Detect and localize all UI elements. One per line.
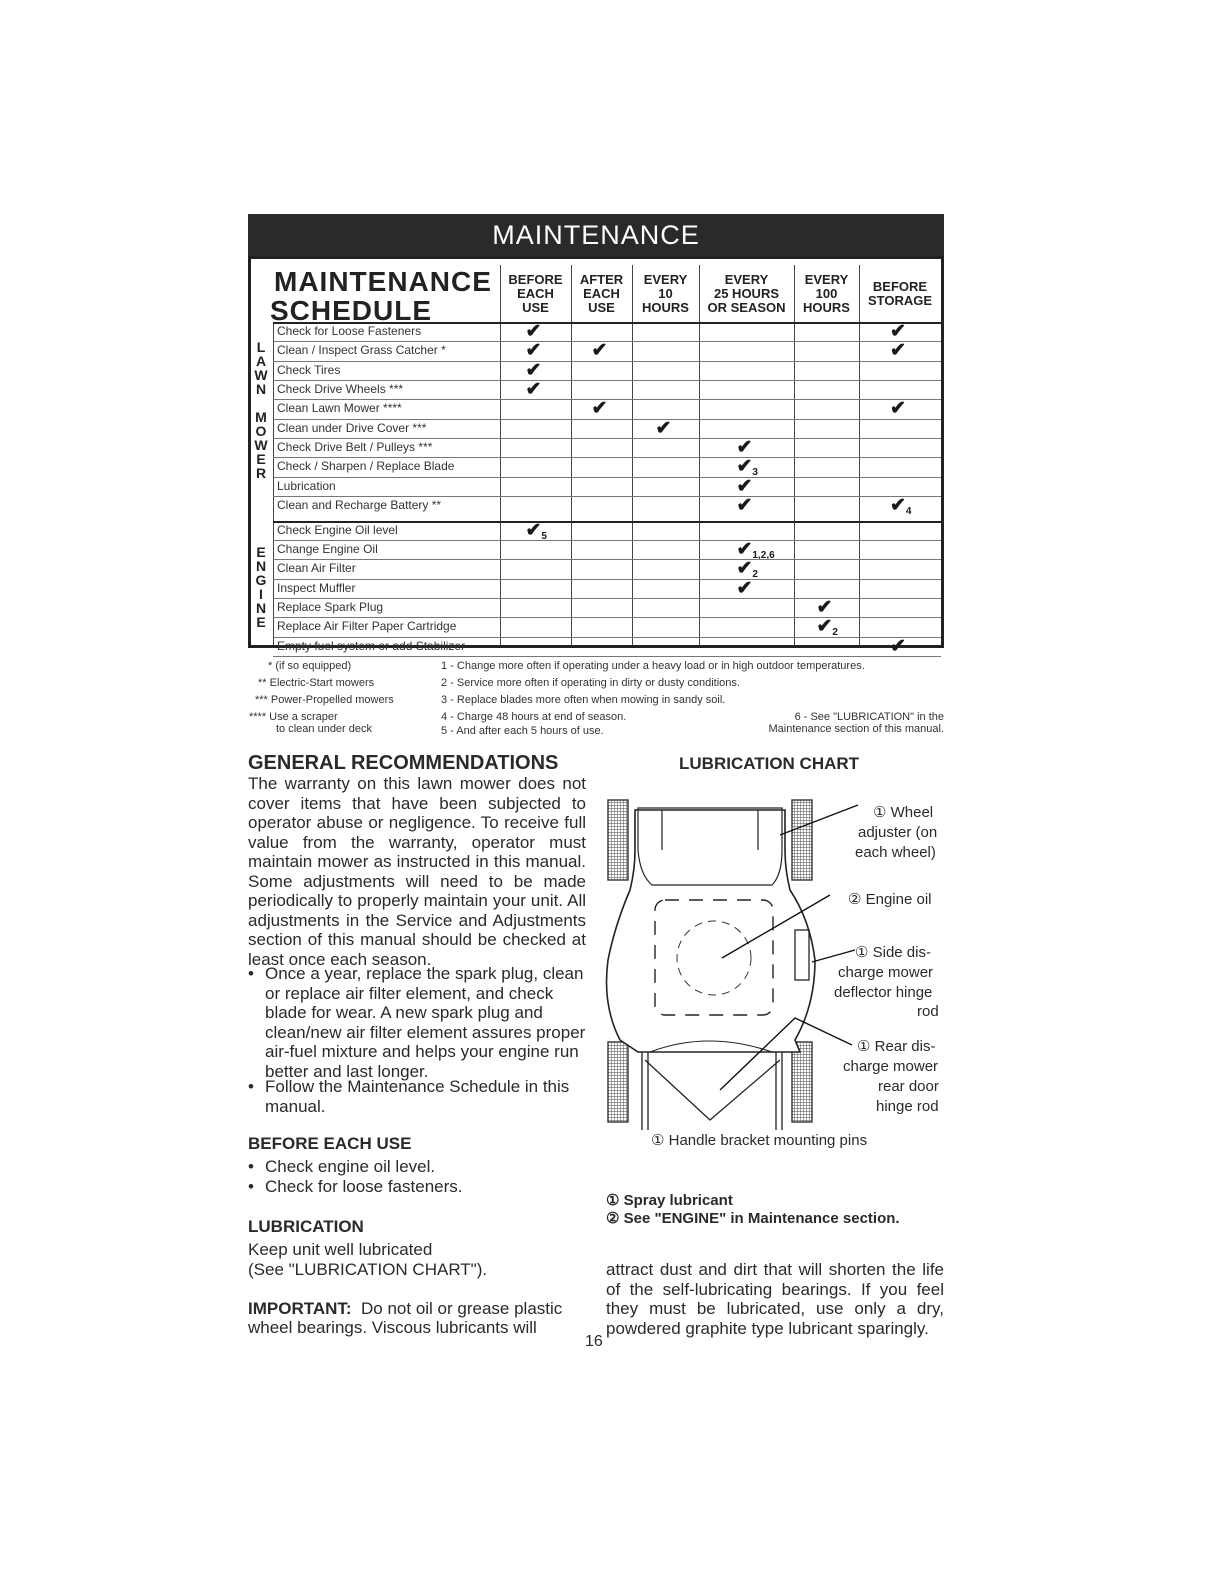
check-mark: ✔ <box>591 398 608 420</box>
column-header: EVERY 25 HOURS OR SEASON <box>707 272 786 315</box>
important-note-left: IMPORTANT: Do not oil or grease plastic <box>248 1299 563 1318</box>
page-number: 16 <box>585 1333 603 1350</box>
legend-spray-lubricant: ① Spray lubricant <box>606 1192 733 1209</box>
important-note-right: attract dust and dirt that will shorten the life of the self-lubricating bearings. If you feel they must be lubricated, use only a dry, powdered graphite type lubricant sparingly. <box>606 1260 944 1338</box>
footnote-6b: Maintenance section of this manual. <box>768 723 944 735</box>
task-label: Clean under Drive Cover *** <box>277 420 427 435</box>
lubrication-line-1: Keep unit well lubricated <box>248 1240 433 1259</box>
wheel-rear-left <box>608 1042 628 1122</box>
section-banner: MAINTENANCE <box>248 214 944 256</box>
legend-see-engine: ② See "ENGINE" in Maintenance section. <box>606 1210 900 1227</box>
important-note-left-2: wheel bearings. Viscous lubricants will <box>248 1318 537 1337</box>
lubrication-chart-heading: LUBRICATION CHART <box>679 754 860 773</box>
task-label: Clean Air Filter <box>277 561 356 576</box>
task-label: Replace Air Filter Paper Cartridge <box>277 619 457 634</box>
row-divider <box>273 361 941 362</box>
check-mark: $✔_2$ <box>816 616 838 639</box>
check-mark: ✔ <box>591 340 608 362</box>
footnote-star2: ** Electric-Start mowers <box>258 677 375 689</box>
footnote-6a: 6 - See "LUBRICATION" in the <box>794 711 944 723</box>
label-side-discharge-4: rod <box>917 1003 939 1020</box>
general-recommendations-heading: GENERAL RECOMMENDATIONS <box>248 752 559 774</box>
lubrication-line-2: (See "LUBRICATION CHART"). <box>248 1260 488 1279</box>
column-header: EVERY 100 HOURS <box>803 272 850 315</box>
check-mark: ✔ <box>525 321 542 342</box>
task-divider <box>273 322 274 645</box>
maintenance-schedule-table <box>248 256 944 657</box>
row-divider <box>273 579 941 580</box>
general-paragraph: The warranty on this lawn mower does not cover items that have been subjected to operator abuse or negligence. To receive full value from the warranty, operator must maintain mower as instructed in this manual. Some adjustments will need to be made periodically to properly maintain your unit. All adjustments in the Service and Adjustments section of this manual should be checked at least once each season. <box>248 774 586 969</box>
check-mark: $✔_3$ <box>736 456 758 479</box>
check-mark: ✔ <box>816 596 833 618</box>
lubrication-diagram <box>590 790 860 1135</box>
task-label: Clean Lawn Mower **** <box>277 401 402 416</box>
row-divider <box>273 656 941 657</box>
check-mark: $✔_{1,2,6}$ <box>736 538 775 561</box>
footnote-2: 2 - Service more often if operating in dirty or dusty conditions. <box>441 677 740 689</box>
task-label: Lubrication <box>277 478 336 493</box>
footnote-3: 3 - Replace blades more often when mowing in sandy soil. <box>441 694 726 706</box>
before-each-use-heading: BEFORE EACH USE <box>248 1134 412 1153</box>
footnote-1: 1 - Change more often if operating under a heavy load or in high outdoor temperatures. <box>441 660 865 672</box>
label-rear-discharge-3: rear door <box>878 1078 939 1095</box>
check-mark: ✔ <box>655 417 672 439</box>
label-rear-discharge-2: charge mower <box>843 1058 939 1075</box>
check-mark: $✔_2$ <box>736 558 758 581</box>
wheel-front-left <box>608 800 628 880</box>
check-mark: ✔ <box>525 379 542 401</box>
bullet-dot: • <box>248 964 254 983</box>
task-label: Check for Loose Fasteners <box>277 324 422 338</box>
label-side-discharge-2: charge mower <box>838 964 934 981</box>
task-label: Clean / Inspect Grass Catcher * <box>277 343 446 358</box>
general-bullet-2: • Follow the Maintenance Schedule in this manual. <box>248 1077 570 1116</box>
wheel-rear-right <box>792 1042 812 1122</box>
column-header: BEFORE STORAGE <box>867 279 933 308</box>
general-bullet-1: • Once a year, replace the spark plug, clean or replace air filter element, and check blade for wear. A new spark plug and clean/new air filter element assures proper air-fuel mixture and helps your engine run better and last longer. <box>248 964 586 1081</box>
label-handle-pins: ① Handle bracket mounting pins <box>651 1132 868 1149</box>
task-label: Check Tires <box>277 362 341 377</box>
task-label: Check / Sharpen / Replace Blade <box>277 459 455 474</box>
check-mark: ✔ <box>736 577 753 599</box>
footnote-4: 4 - Charge 48 hours at end of season. <box>441 711 627 723</box>
task-label: Clean and Recharge Battery ** <box>277 498 442 513</box>
check-mark: ✔ <box>890 321 906 342</box>
check-mark: ✔ <box>736 475 753 497</box>
label-rear-discharge-4: hinge rod <box>876 1098 939 1115</box>
check-mark: ✔ <box>890 340 906 362</box>
check-mark: ✔ <box>525 340 542 362</box>
row-divider <box>273 477 941 478</box>
label-wheel-adjuster-3: each wheel) <box>855 844 936 861</box>
footnote-star4: **** Use a scraper <box>249 711 338 723</box>
schedule-title: MAINTENANCE SCHEDULE <box>270 266 492 326</box>
check-mark: ✔ <box>890 635 906 657</box>
footnote-star4b: to clean under deck <box>276 723 373 735</box>
engine-vertical-label: E N G I N E <box>255 543 267 630</box>
label-side-discharge-3: deflector hinge <box>834 984 933 1001</box>
check-mark: ✔ <box>736 437 753 459</box>
bullet-dot: • <box>248 1177 254 1196</box>
task-label: Empty fuel system or add Stabilizer <box>277 638 466 653</box>
label-wheel-adjuster-2: adjuster (on <box>858 824 938 841</box>
task-label: Check Engine Oil level <box>277 522 398 537</box>
check-mark: ✔ <box>890 398 906 420</box>
before-use-item-2: • Check for loose fasteners. <box>248 1177 463 1196</box>
footnote-5: 5 - And after each 5 hours of use. <box>441 725 604 737</box>
lawn-mower-vertical-label: L A W N M O W E R <box>254 339 268 481</box>
check-mark: ✔ <box>736 495 753 517</box>
bullet-dot: • <box>248 1077 254 1096</box>
column-header: EVERY 10 HOURS <box>642 272 689 315</box>
task-label: Check Drive Belt / Pulleys *** <box>277 440 433 455</box>
column-header: AFTER EACH USE <box>579 272 624 315</box>
check-mark: $✔_5$ <box>525 519 547 542</box>
task-label: Check Drive Wheels *** <box>277 382 404 397</box>
footnote-star3: *** Power-Propelled mowers <box>255 694 394 706</box>
label-wheel-adjuster-1: ① Wheel <box>873 804 934 821</box>
lubrication-heading: LUBRICATION <box>248 1217 364 1236</box>
footnote-star1: * (if so equipped) <box>268 660 352 672</box>
bullet-dot: • <box>248 1157 254 1176</box>
wheel-front-right <box>792 800 812 880</box>
label-rear-discharge-1: ① Rear dis- <box>857 1038 936 1055</box>
task-label: Change Engine Oil <box>277 541 378 556</box>
label-engine-oil: ② Engine oil <box>848 891 932 908</box>
column-header: BEFORE EACH USE <box>508 272 563 315</box>
before-use-item-1: • Check engine oil level. <box>248 1157 436 1176</box>
check-mark: ✔ <box>525 359 542 381</box>
task-label: Inspect Muffler <box>277 580 356 595</box>
label-side-discharge-1: ① Side dis- <box>855 944 931 961</box>
check-mark: $✔_4$ <box>890 495 912 518</box>
task-label: Replace Spark Plug <box>277 599 384 614</box>
row-divider <box>273 559 941 560</box>
